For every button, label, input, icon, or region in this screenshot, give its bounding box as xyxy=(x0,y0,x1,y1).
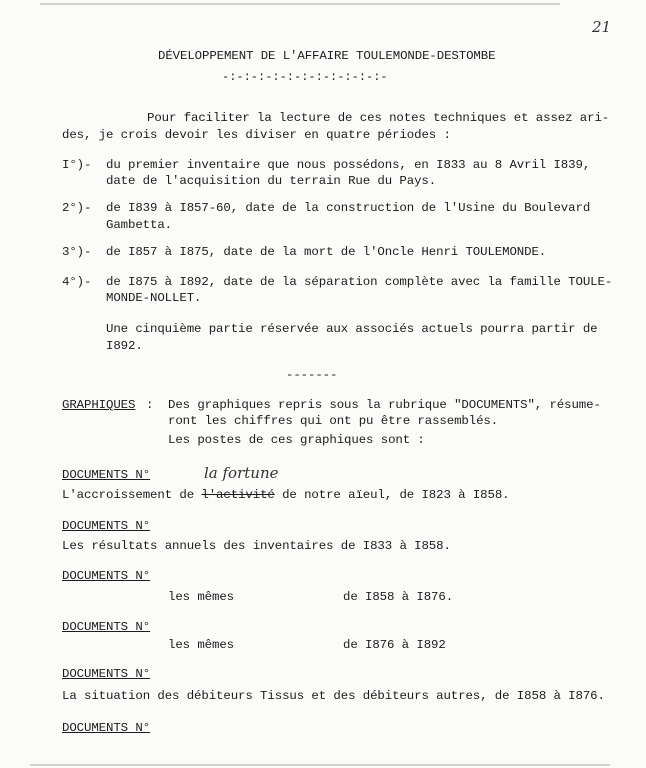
graphiques-postes: Les postes de ces graphiques sont : xyxy=(168,433,425,447)
title-rule: -:-:-:-:-:-:-:-:-:-:-:- xyxy=(222,70,388,84)
period-text: date de l'acquisition du terrain Rue du Pays. xyxy=(106,174,437,188)
document-text: La situation des débiteurs Tissus et des débiteurs autres, de I858 à I876. xyxy=(62,689,605,703)
intro-line-2: des, je crois devoir les diviser en quatre périodes : xyxy=(62,128,451,142)
document-text-right: de I858 à I876. xyxy=(343,590,454,604)
period-text: de I857 à I875, date de la mort de l'Oncle Henri TOULEMONDE. xyxy=(106,245,547,259)
fifth-part-line-1: Une cinquième partie réservée aux associés actuels pourra partir de xyxy=(106,322,598,336)
period-number: 4°)- xyxy=(62,275,92,289)
graphiques-label: GRAPHIQUES xyxy=(62,398,136,412)
handwritten-correction: la fortune xyxy=(204,464,279,482)
graphiques-text: Des graphiques repris sous la rubrique "DOCUMENTS", résume- xyxy=(168,398,601,412)
scan-noise xyxy=(40,3,560,5)
document-heading: DOCUMENTS N° xyxy=(62,519,151,533)
page-number: 21 xyxy=(592,18,612,36)
document-heading: DOCUMENTS N° xyxy=(62,569,151,583)
document-heading: DOCUMENTS N° xyxy=(62,721,151,735)
period-number: I°)- xyxy=(62,158,92,172)
graphiques-text: ront les chiffres qui ont pu être rassemblés. xyxy=(168,414,499,428)
document-text-left: les mêmes xyxy=(168,590,235,604)
document-heading: DOCUMENTS N° xyxy=(62,620,151,634)
section-separator: ------- xyxy=(286,368,338,382)
document-heading: DOCUMENTS N° xyxy=(62,468,151,482)
document-text-left: les mêmes xyxy=(168,638,235,652)
graphiques-colon: : xyxy=(146,398,154,412)
period-text: Gambetta. xyxy=(106,218,173,232)
period-text: de I839 à I857-60, date de la construction de l'Usine du Boulevard xyxy=(106,201,591,215)
period-number: 3°)- xyxy=(62,245,92,259)
period-number: 2°)- xyxy=(62,201,92,215)
document-heading: DOCUMENTS N° xyxy=(62,667,151,681)
fifth-part-line-2: I892. xyxy=(106,339,143,353)
period-text: MONDE-NOLLET. xyxy=(106,291,202,305)
document-title: DÉVELOPPEMENT DE L'AFFAIRE TOULEMONDE-DESTOMBE xyxy=(158,49,496,63)
document-text-right: de I876 à I892 xyxy=(343,638,446,652)
document-text: L'accroissement de l'activité de notre aïeul, de I823 à I858. xyxy=(62,488,510,502)
period-text: de I875 à I892, date de la séparation complète avec la famille TOULE- xyxy=(106,275,613,289)
struck-word: l'activité xyxy=(201,488,275,502)
scan-noise xyxy=(30,764,610,766)
period-text: du premier inventaire que nous possédons, en I833 au 8 Avril I839, xyxy=(106,158,591,172)
document-text: Les résultats annuels des inventaires de I833 à I858. xyxy=(62,539,451,553)
intro-line-1: Pour faciliter la lecture de ces notes techniques et assez ari- xyxy=(147,111,610,125)
